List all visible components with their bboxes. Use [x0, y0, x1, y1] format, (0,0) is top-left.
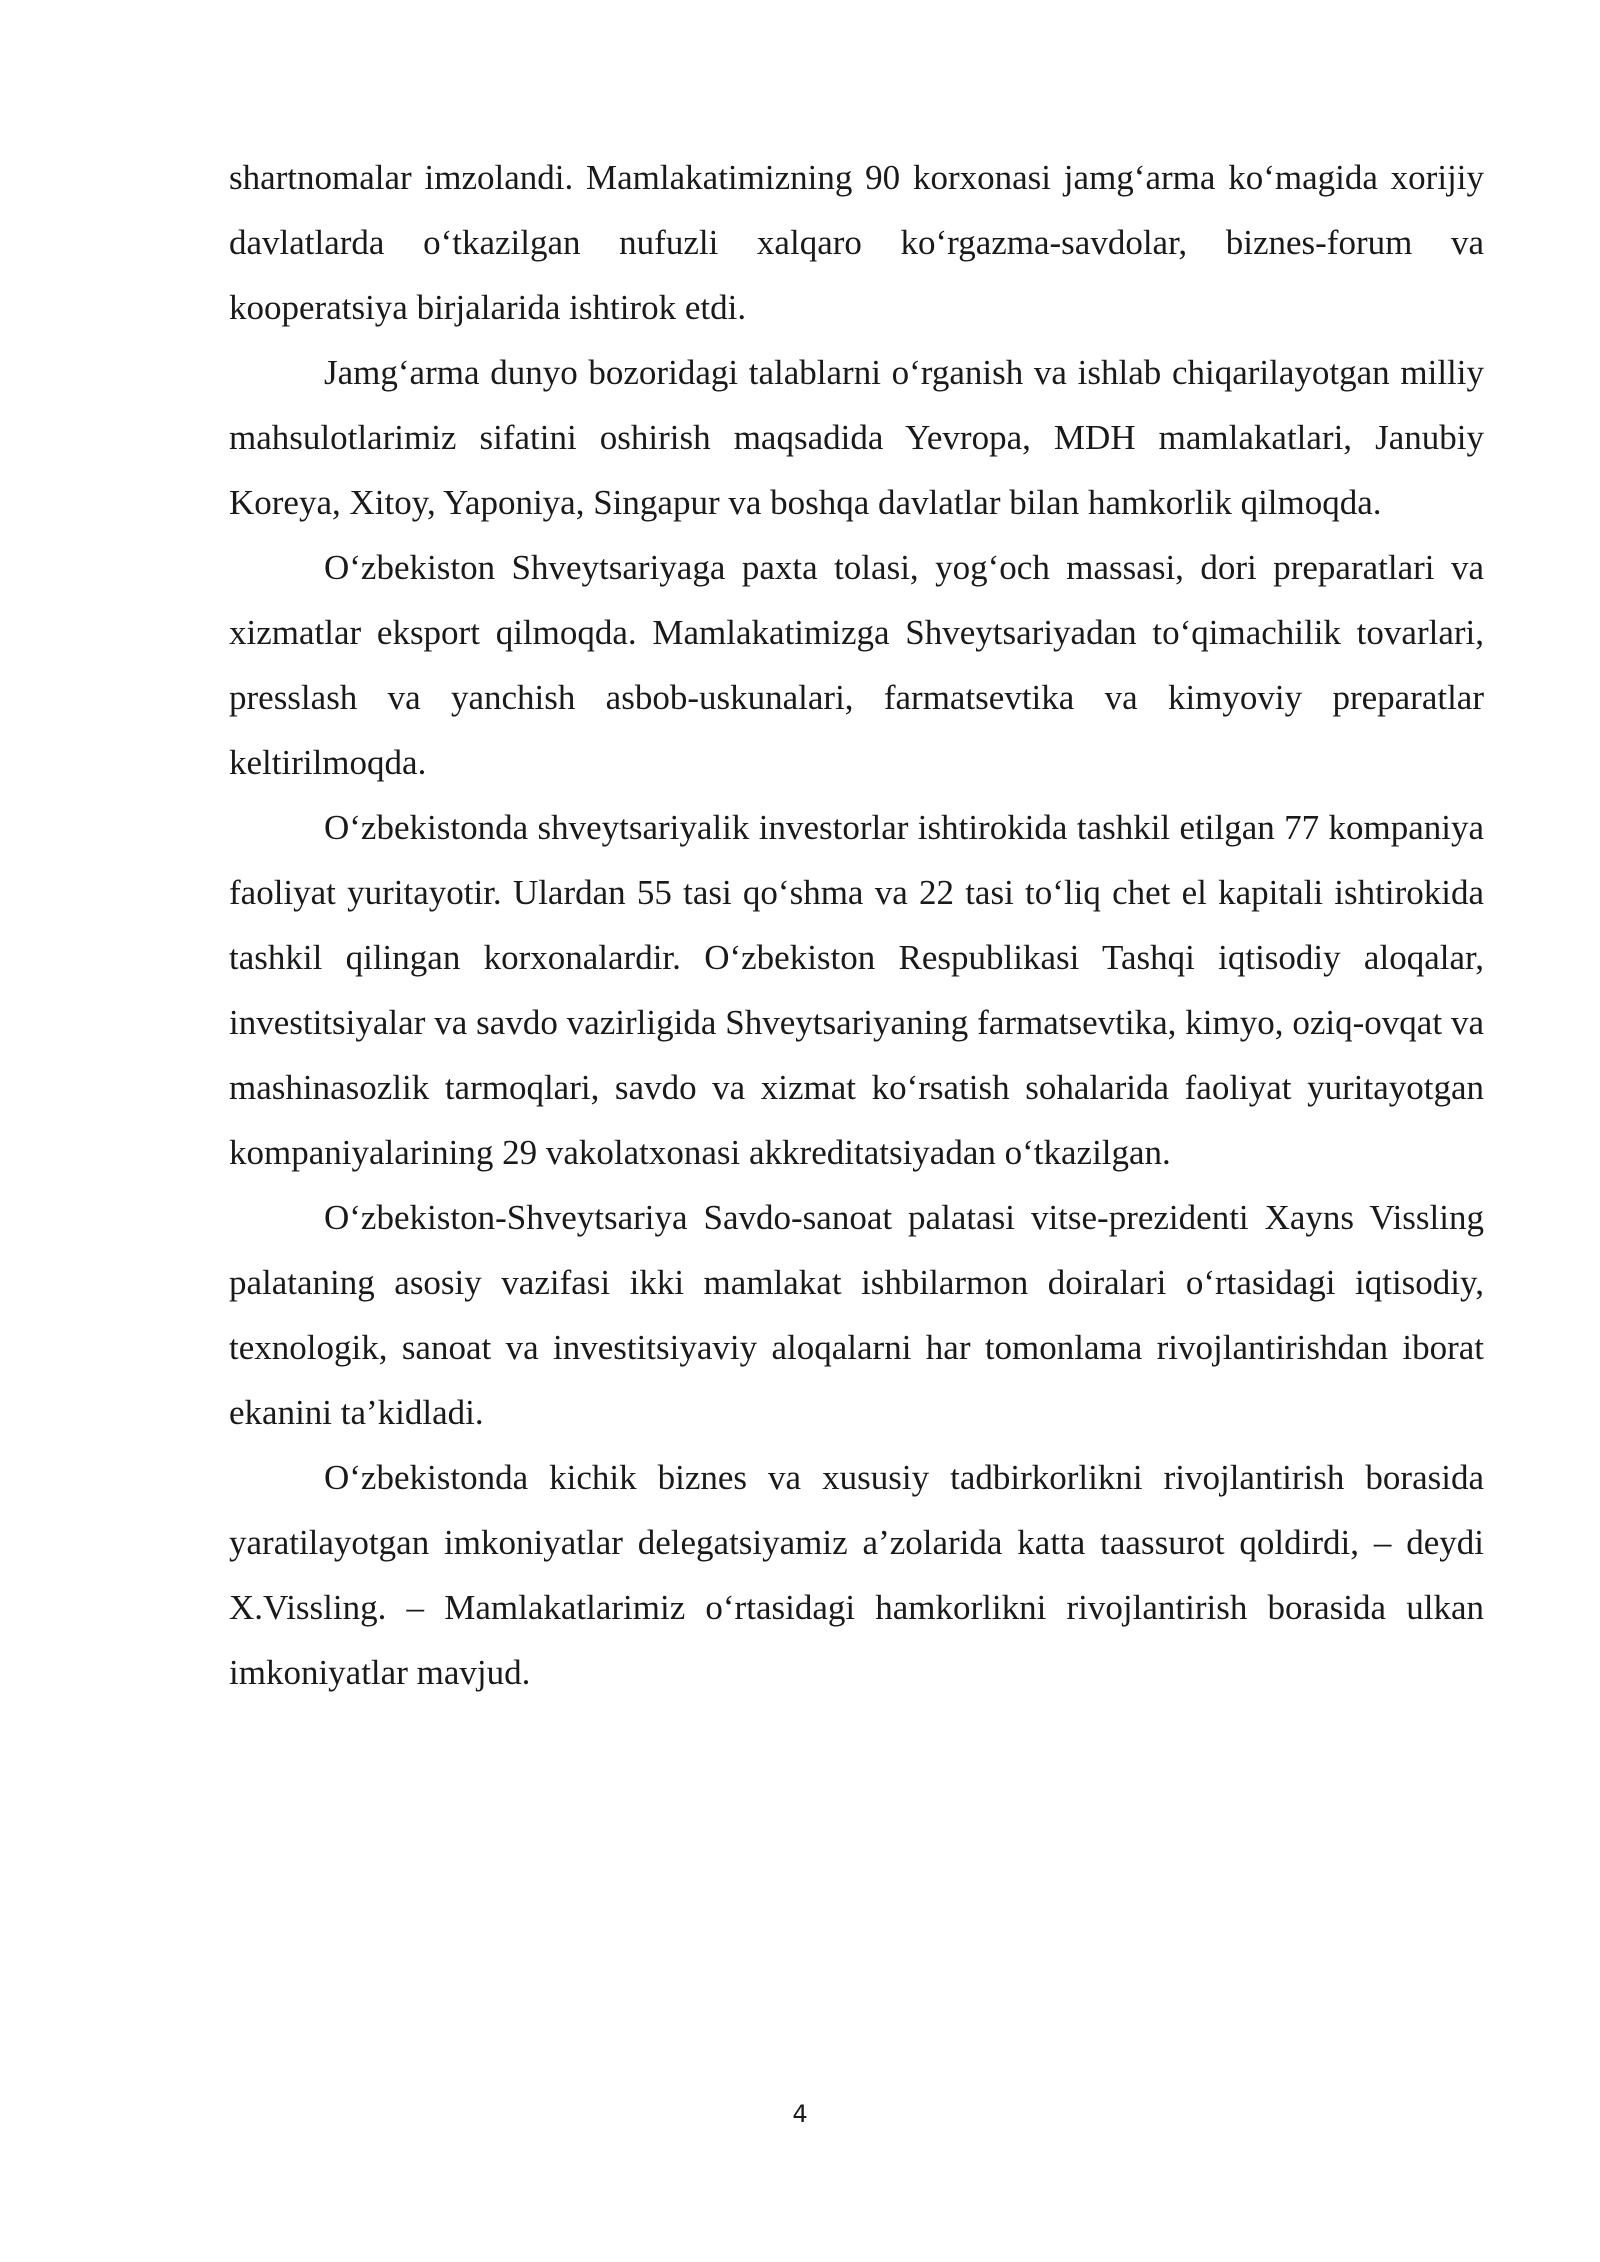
paragraph-3: O‘zbekiston Shveytsariyaga paxta tolasi, yog‘och massasi, dori preparatlari va xizmatlar eksport qilmoqda. Mamlakatimizga Shveytsariyadan to‘qimachilik tovarlari, presslash va yanchish asbob-uskunalari, farmatsevtika va kimyoviy preparatlar keltirilmoqda. — [229, 548, 1484, 782]
paragraph-2: Jamg‘arma dunyo bozoridagi talablarni o‘rganish va ishlab chiqarilayotgan milliy mahsulotlarimiz sifatini oshirish maqsadida Yevropa, MDH mamlakatlari, Janubiy Koreya, Xitoy, Yaponiya, Singapur va boshqa davlatlar bilan hamkorlik qilmoqda. — [229, 353, 1484, 522]
paragraph-4: O‘zbekistonda shveytsariyalik investorlar ishtirokida tashkil etilgan 77 kompaniya faoliyat yuritayotir. Ulardan 55 tasi qo‘shma va 22 tasi to‘liq chet el kapitali ishtirokida tashkil qilingan korxonalardir. O‘zbekiston Respublikasi Tashqi iqtisodiy aloqalar, investitsiyalar va savdo vazirligida Shveytsariyaning farmatsevtika, kimyo, oziq-ovqat va mashinasozlik tarmoqlari, savdo va xizmat ko‘rsatish sohalarida faoliyat yuritayotgan kompaniyalarining 29 vakolatxonasi akkreditatsiyadan o‘tkazilgan. — [229, 808, 1484, 1172]
paragraph-1: shartnomalar imzolandi. Mamlakatimizning 90 korxonasi jamg‘arma ko‘magida xorijiy davlatlarda o‘tkazilgan nufuzli xalqaro ko‘rgazma-savdolar, biznes-forum va kooperatsiya birjalarida ishtirok etdi. — [229, 158, 1484, 327]
page-number: 4 — [792, 2100, 808, 2128]
paragraph-6: O‘zbekistonda kichik biznes va xususiy tadbirkorlikni rivojlantirish borasida yaratilayotgan imkoniyatlar delegatsiyamiz a’zolarida katta taassurot qoldirdi, – deydi X.Vissling. – Mamlakatlarimiz o‘rtasidagi hamkorlikni rivojlantirish borasida ulkan imkoniyatlar mavjud. — [229, 1458, 1484, 1692]
document-body — [229, 145, 1484, 1705]
paragraph-5: O‘zbekiston-Shveytsariya Savdo-sanoat palatasi vitse-prezidenti Xayns Vissling palataning asosiy vazifasi ikki mamlakat ishbilarmon doiralari o‘rtasidagi iqtisodiy, texnologik, sanoat va investitsiyaviy aloqalarni har tomonlama rivojlantirishdan iborat ekanini ta’kidladi. — [229, 1198, 1484, 1432]
